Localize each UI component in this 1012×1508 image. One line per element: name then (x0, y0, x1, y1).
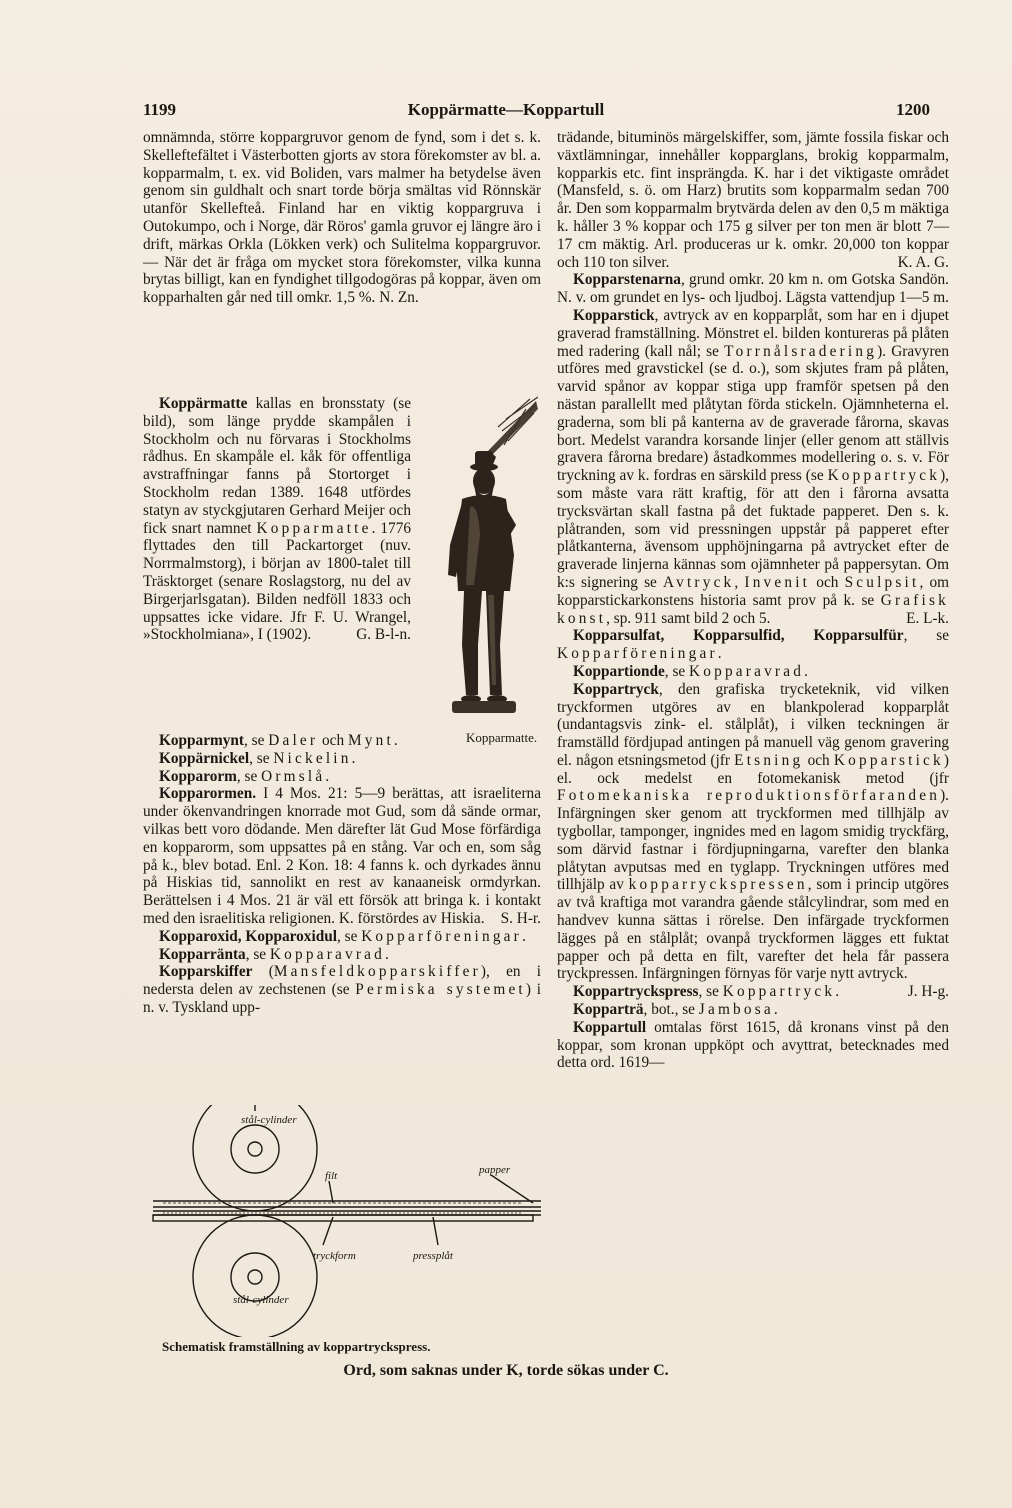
kopparstick-och: och (810, 573, 845, 591)
kopparnickel-text: , se (249, 749, 274, 767)
kopparmatte-text: kallas en bronsstaty (se bild), som länge prydde skampålen i Stockholm och nu förvaras i Stockholms rådhus. En skampåle el. kåk för offentliga avstraffningar fanns på Stortorget i Stockholm redan 1389. 1648 utfördes statyn av styckgjutaren Gerhard Meijer och fick snart namnet (143, 395, 411, 537)
entry-kopparskiffer (143, 963, 541, 1016)
entry-kopparstick (557, 307, 949, 627)
entry-koppartull (557, 1019, 949, 1072)
kopparsulfat-text: , se (903, 627, 949, 645)
term-kopparormen: Kopparormen. (159, 785, 257, 803)
kopparskiffer-text3: ) i n. v. Tyskland upp- (143, 981, 541, 1016)
mansfeld-signature: K. A. G. (897, 253, 949, 271)
term-kopparträ: Kopparträ (573, 1001, 644, 1019)
kopparstick-text5: , sp. 911 samt bild 2 och 5. (606, 609, 771, 627)
left-column-top (143, 129, 541, 307)
ref-daler[interactable]: Daler (268, 732, 319, 749)
ref-fotomekaniska[interactable]: Fotomekaniska reproduktionsförfaranden (557, 787, 941, 805)
term-kopparnickel: Koppärnickel (159, 749, 250, 767)
ref-kopparforeningar-2[interactable]: Kopparföreningar (557, 645, 718, 663)
kopparmatte-statue-image (418, 395, 538, 725)
koppartull-text: omtalas först 1615, då kronans vinst på den koppar, som kronan uppköpt och avyttrat, betecknades med detta ord. 1619— (557, 1018, 949, 1072)
kopparorm-text: , se (236, 767, 262, 785)
term-kopparmynt: Kopparmynt (159, 732, 244, 749)
ref-mynt[interactable]: Mynt (347, 732, 394, 749)
ref-invenit[interactable]: Invenit (744, 573, 811, 591)
left-column-lower (143, 732, 541, 1017)
ref-jambosa[interactable]: Jambosa (698, 1001, 774, 1019)
ref-kopparforeningar[interactable]: Kopparföreningar (361, 927, 522, 945)
ref-kopparryckspressen[interactable]: kopparryckspressen (628, 876, 808, 894)
term-kopparstenarna: Kopparstenarna (573, 271, 681, 289)
kopparstick-text4: , om kopparstickarkonstens historia samt prov på k. se (557, 573, 950, 609)
bottom-cylinder-circle (193, 1215, 317, 1337)
press-caption: Schematisk framställning av koppartryckspress. (162, 1339, 431, 1354)
koppartryck-signature: J. H-g. (907, 983, 949, 1001)
kopparormen-text: I 4 Mos. 21: 5—9 berättas, att israeliterna under ökenvandringen knorrade mot Gud, som då sände ormar, vilkas bett voro dödande. Men därefter lät Gud Mose förfärdiga en kopparorm, som uppsattes på en stång. Var och en, som såg på k., blev botad. Enl. 2 Kon. 18: 4 fanns k. och dyrkades ännu på Hiskias tid, sannolikt en rest av kanaaneisk ormdyrkan. Berättelsen i 4 Mos. 21 är väl ett försök att bringa k. i kontakt med den israelitiska religionen. K. förstördes av Hiskia. (143, 785, 541, 927)
label-pressplat: pressplåt (413, 1250, 453, 1262)
koppartryck-text4: , som i princip utgöres av två kraftiga mot varandra gående stålcylindrar, som med en handvev kunna sättas i rörelse. Den infärgade tryckformen lägges på en stålplåt; ovanpå tryckformen lägges ett fuktat papper och på detta en filt, varefter det hela får passera tryckpressen. Infärgningen förnyas för varje nytt avtryck. (557, 876, 949, 983)
page-number-right: 1200 (896, 100, 930, 119)
term-kopparmatte: Koppärmatte (159, 395, 248, 412)
kopparranta-text: , se (245, 945, 270, 963)
term-kopparranta: Kopparränta (159, 945, 246, 963)
ref-permiska-systemet[interactable]: Permiska systemet (355, 981, 526, 999)
label-papper: papper (479, 1164, 511, 1176)
paragraph-mansfeld (557, 129, 949, 271)
kopparoxid-text: , se (336, 927, 362, 945)
paragraph-koppargruvor: omnämnda, större koppargruvor genom de fynd, som i det s. k. Skelleftefältet i Västerbotten gjorts av stora förekomster av bl. a. kopparmalm, t. ex. vid Boliden, vars malmer ha betydelse även genom sin guldhalt och snart torde börja smältas vid Rönnskär utanför Skellefteå. Finland har en viktig koppargruva i Outokumpo, och i Norge, där Röros' gamla gruvor ej längre äro i drift, märkas Orkla (Lökken verk) och Sulitelma koppargruvor. — När det är fråga om mycket stora förekomster, vilka kunna brytas billigt, kan en fyndighet tillgodogöras på koppar, även om kopparhalten går ned till omkr. 1,5 %. N. Zn. (143, 129, 541, 307)
entry-kopparranta: Kopparränta, se Kopparavrad. (159, 945, 389, 963)
term-koppartryckspress: Koppartryckspress (573, 983, 699, 1001)
kopparstenarna-text: , grund omkr. 20 km n. om Gotska Sandön. N. v. om grundet en lys- och ljudboj. Lägsta vattendjup 1—5 m. (557, 271, 949, 307)
press-diagram (143, 1105, 541, 1337)
koppartryck-text3: ). Infärgningen sker genom att tryckformen med tillhjälp av tygbollar, tamponger, ingnides med en lagom smidig tryckfärg, som därvid fastnar i fördjupningarna, varefter den blanka plåtytan avputsas med en tyglapp. Tryckningen utföres med tillhjälp av (557, 787, 949, 894)
kopparträ-text: , bot., se (643, 1001, 699, 1019)
ref-koppartryck-2[interactable]: Koppartryck (722, 983, 836, 1001)
term-kopparstick: Kopparstick (573, 306, 655, 324)
entry-kopparnickel: Koppärnickel, se Nickelin. (159, 749, 356, 767)
entry-kopparmynt: Kopparmynt, se Daler och Mynt. (159, 732, 398, 749)
koppartryckspress-text: , se (698, 983, 723, 1001)
kopparmatte-spaced: Kopparmatte (256, 519, 372, 537)
ref-koppartryck[interactable]: Koppartryck (827, 467, 941, 485)
ref-sculpsit[interactable]: Sculpsit (844, 573, 920, 591)
page-footer: Ord, som saknas under K, torde sökas under C. (343, 1362, 669, 1379)
kopparmatte-signature: G. B-l-n. (356, 626, 411, 644)
entry-kopparmatte (143, 395, 411, 644)
kopparstick-text2: ). Gravyren utföres med gravstickel (se d. o.), som skjutes fram på plåten, varvid spånor av koppar stiga upp framför spetsen på den nästan parallellt med plåtytan förda stickeln. Ojämnheterna el. graderna, som bli på kanterna av de graverade fårorna, skavas bort. Medelst varandra korsande linjer (eller genom att ställvis gravera fårorna bredare) åstadkommes modellering o. s. v. För tryckning av k. fordras en särskild press (se (557, 342, 949, 485)
kopparmatte-text2: . 1776 flyttades den till Packartorget (nuv. Norrmalmstorg), i början av 1800-talet till Träsktorget (senare Roslagstorg, nu del av Birgerjarlsgatan). Bilden nedföll 1833 och uppsattes icke vidare. Jfr F. U. Wrangel, »Stockholmiana», I (1902). (143, 519, 412, 644)
statue-caption: Kopparmatte. (466, 730, 538, 745)
ref-kopparstick[interactable]: Kopparstick (833, 751, 944, 769)
page-number-left: 1199 (143, 100, 177, 119)
entry-kopparstenarna (557, 271, 949, 307)
ref-avtryck[interactable]: Avtryck (663, 573, 735, 591)
kopparstick-signature: E. L-k. (906, 609, 949, 627)
term-koppartionde: Koppartionde (573, 662, 665, 680)
entry-koppartryckspress: Koppartryckspress, se Koppartryck. (573, 983, 840, 1001)
mansfeld-text: trädande, bituminös märgelskiffer, som, jämte fossila fiskar och växtlämningar, innehåller kopparglans, brokig kopparmalm, kopparkis etc. fint insprängda. K. har i det viktigaste området (Mansfeld, s. ö. om Harz) brutits som kopparmalm sedan 700 år. Den som kopparmalm brytvärda delen av den 0,5 m mäktiga k. håller 3 % koppar och 175 g silver per ton men är blott 7—17 cm mäktig. Arl. produceras ur k. omkr. 20,000 ton koppar och 110 ton silver. (557, 129, 949, 271)
ref-kopparavrad[interactable]: Kopparavrad (269, 945, 385, 963)
right-column (557, 129, 949, 1072)
term-koppartryck: Koppartryck (573, 680, 659, 698)
kopparstick-text1: , avtryck av en kopparplåt, som har en i djupet graverad framställning. Mönstret el. bilden kontureras på plåten med radering (kall nål; se (557, 306, 949, 360)
koppartryck-och: och (803, 751, 834, 769)
label-top-cylinder: stål-cylinder (241, 1114, 297, 1126)
kopparstick-comma: , (734, 573, 745, 591)
kopparormen-signature: S. H-r. (500, 909, 541, 927)
ref-etsning[interactable]: Etsning (734, 751, 804, 769)
ref-grafisk-konst[interactable]: Grafisk konst (557, 591, 949, 627)
koppartionde-text: , se (664, 662, 690, 680)
term-kopparsulfat: Kopparsulfat, Kopparsulfid, Kopparsulfür (573, 627, 904, 645)
ref-ormsla[interactable]: Ormslå (261, 767, 326, 785)
label-filt: filt (325, 1170, 338, 1182)
entry-kopparoxid: Kopparoxid, Kopparoxidul, se Kopparföreningar. (159, 927, 526, 945)
term-kopparoxid: Kopparoxid, Kopparoxidul (159, 927, 337, 945)
entry-kopparsulfat: Kopparsulfat, Kopparsulfid, Kopparsulfür, se Kopparföreningar. (557, 627, 949, 663)
term-kopparskiffer: Kopparskiffer (159, 963, 253, 981)
entry-kopparträ: Kopparträ, bot., se Jambosa. (573, 1001, 778, 1019)
entry-kopparormen (143, 785, 541, 927)
term-kopparorm: Kopparorm (159, 767, 237, 785)
koppartryck-text2: ) el. ock medelst en fotomekanisk metod (jfr (557, 751, 949, 787)
label-bottom-cylinder: stål-cylinder (233, 1294, 289, 1306)
page-header-title: Koppärmatte—Koppartull (407, 100, 605, 119)
kopparskiffer-text1: ( (252, 963, 274, 981)
kopparskiffer-text2: ), en i nedersta delen av zechstenen (se (143, 963, 541, 999)
ref-nickelin[interactable]: Nickelin (273, 749, 352, 767)
entry-koppartionde: Koppartionde, se Kopparavrad. (573, 662, 808, 680)
label-tryckform: tryckform (313, 1250, 356, 1262)
term-koppartull: Koppartull (573, 1018, 647, 1036)
kopparstick-text3: ), som måste vara rätt kraftig, för att den i fårorna avsatta trycksvärtan skall fastna på det fuktade papperet. Den s. k. plåtranden, som vid pressningen uppstår på papperet efter plåtkanterna, ävensom upphöjningarna på avtrycket efter de graverade linjerna kännas som ojämnheter på pappersytan. Om k:s signering se (557, 467, 949, 591)
ref-kopparavrad-2[interactable]: Kopparavrad (689, 662, 805, 680)
ref-torrnalsradering[interactable]: Torrnålsradering (724, 342, 878, 360)
entry-kopparorm: Kopparorm, se Ormslå. (159, 767, 330, 785)
kopparmynt-and: och (318, 732, 348, 749)
kopparskiffer-spaced: Mansfeldkopparskiffer (273, 963, 481, 981)
kopparmynt-text: , se (244, 732, 269, 749)
koppartryck-text1: , den grafiska trycketeknik, vid vilken tryckformen utgöres av en blankpolerad kopparplåt (undantagsvis zink- el. stålplåt), i vilken teckningen är framställd fördjupad antingen på manuell väg genom gravering el. någon etsningsmetod (jfr (557, 680, 949, 769)
